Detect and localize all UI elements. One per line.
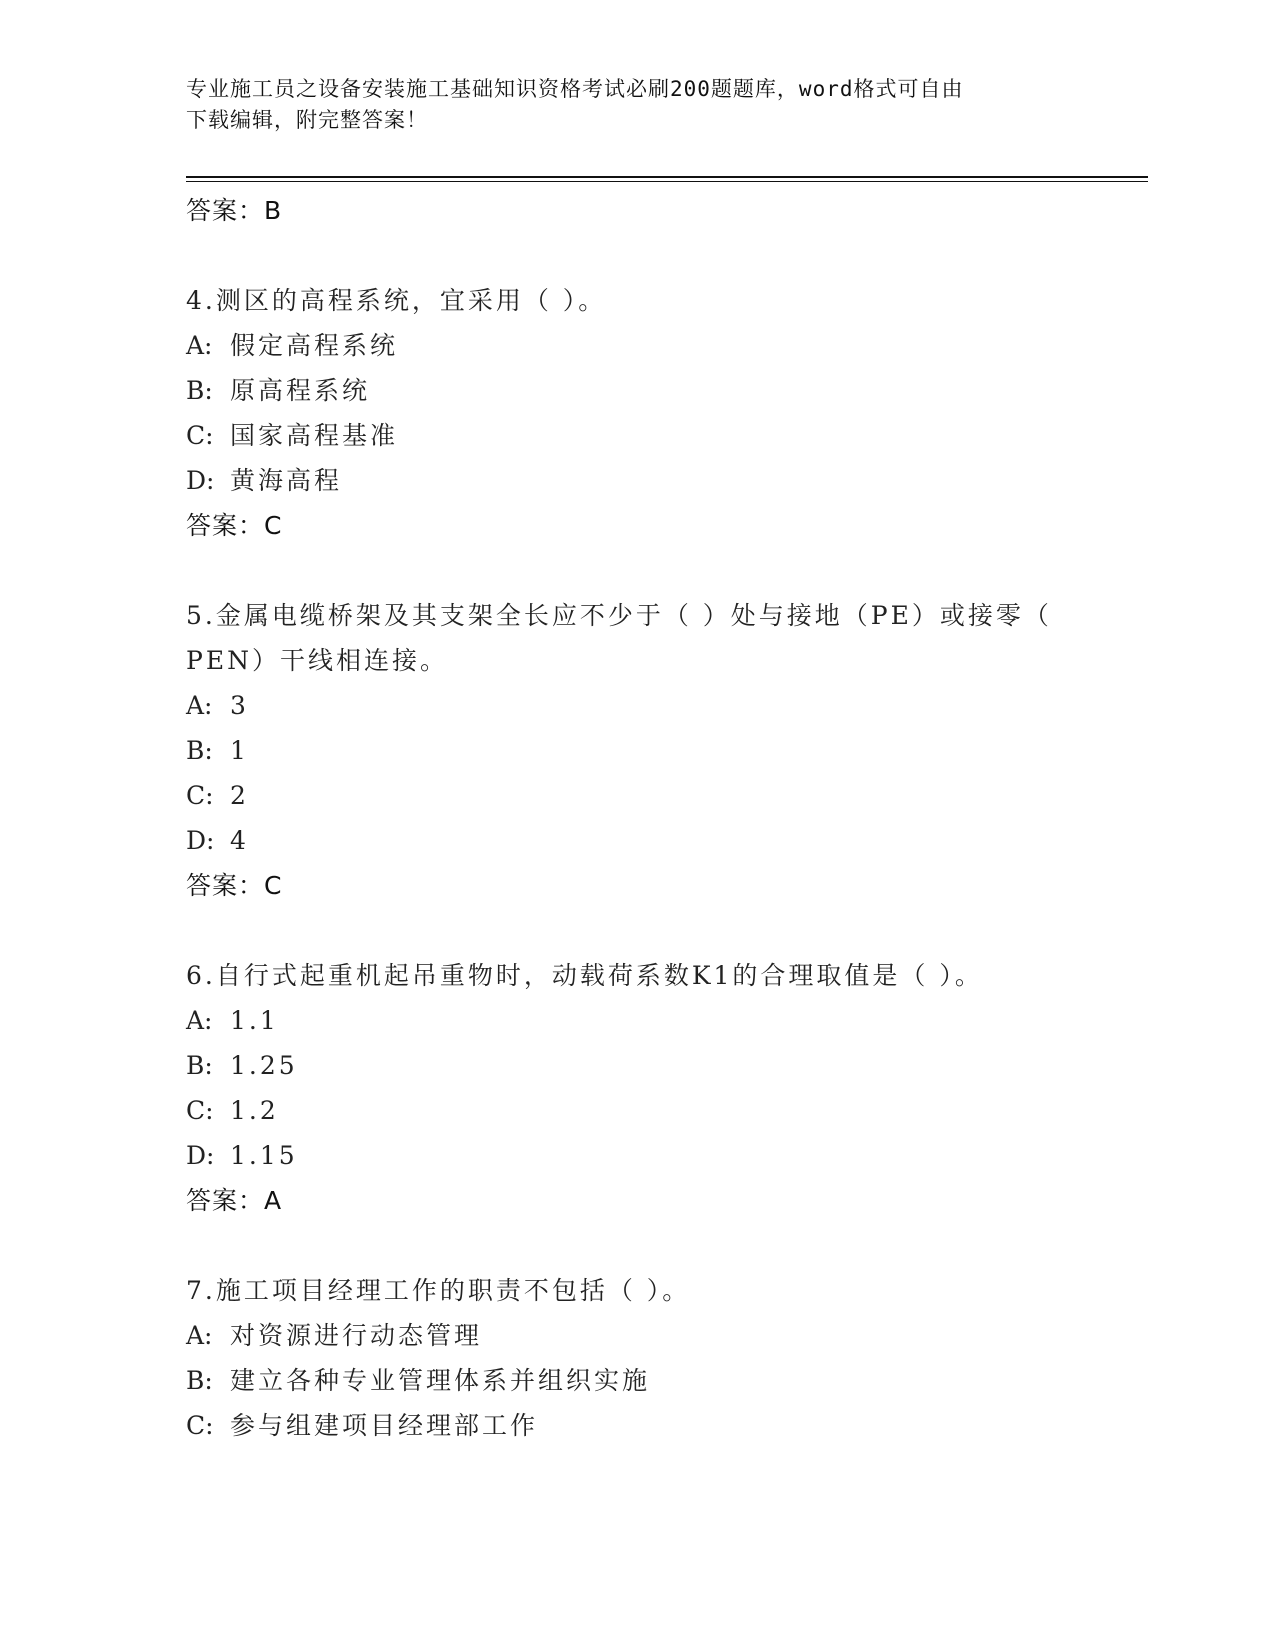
option-label: B: bbox=[186, 1051, 213, 1080]
question-stem: 4.测区的高程系统，宜采用（ ）。 bbox=[186, 286, 607, 315]
answer-line: 答案：C bbox=[186, 511, 283, 540]
option-b bbox=[186, 1043, 1106, 1088]
option-label: D: bbox=[186, 826, 215, 855]
option-c bbox=[186, 1088, 1106, 1133]
option-d bbox=[186, 458, 1106, 503]
option-b bbox=[186, 1358, 1106, 1403]
option-text: 黄海高程 bbox=[230, 466, 343, 495]
option-label: A: bbox=[186, 1321, 213, 1350]
option-label: B: bbox=[186, 736, 213, 765]
option-d bbox=[186, 818, 1106, 863]
option-text: 2 bbox=[230, 781, 249, 810]
option-label: C: bbox=[186, 1411, 214, 1440]
option-text: 原高程系统 bbox=[230, 376, 371, 405]
header-line-2: 下载编辑，附完整答案！ bbox=[186, 108, 428, 132]
option-text: 1.2 bbox=[230, 1096, 279, 1125]
option-text: 对资源进行动态管理 bbox=[230, 1321, 483, 1350]
question-6 bbox=[186, 953, 1106, 1223]
option-label: C: bbox=[186, 781, 214, 810]
option-label: C: bbox=[186, 421, 214, 450]
option-label: A: bbox=[186, 331, 213, 360]
question-4 bbox=[186, 278, 1106, 548]
option-c bbox=[186, 1403, 1106, 1448]
page-header bbox=[186, 74, 1066, 136]
option-text: 1 bbox=[230, 736, 249, 765]
option-a bbox=[186, 1313, 1106, 1358]
option-text: 1.1 bbox=[230, 1006, 279, 1035]
option-text: 4 bbox=[230, 826, 249, 855]
option-b bbox=[186, 728, 1106, 773]
option-a bbox=[186, 683, 1106, 728]
answer-line: 答案：A bbox=[186, 1186, 283, 1215]
question-5 bbox=[186, 593, 1106, 908]
question-7 bbox=[186, 1268, 1106, 1448]
option-label: D: bbox=[186, 466, 215, 495]
option-b bbox=[186, 368, 1106, 413]
option-text: 假定高程系统 bbox=[230, 331, 399, 360]
header-line-1: 专业施工员之设备安装施工基础知识资格考试必刷200题题库，word格式可自由 bbox=[186, 77, 964, 101]
option-d bbox=[186, 1133, 1106, 1178]
option-text: 3 bbox=[230, 691, 249, 720]
option-label: B: bbox=[186, 1366, 213, 1395]
option-label: D: bbox=[186, 1141, 215, 1170]
option-text: 1.15 bbox=[230, 1141, 298, 1170]
option-label: B: bbox=[186, 376, 213, 405]
header-rule-thin bbox=[186, 181, 1148, 182]
question-list bbox=[186, 188, 1106, 1448]
answer-line: 答案：B bbox=[186, 196, 283, 225]
option-text: 参与组建项目经理部工作 bbox=[230, 1411, 539, 1440]
option-a bbox=[186, 323, 1106, 368]
header-rule-thick bbox=[186, 176, 1148, 178]
option-a bbox=[186, 998, 1106, 1043]
question-stem: 7.施工项目经理工作的职责不包括（ ）。 bbox=[186, 1276, 691, 1305]
question-stem-line-2: PEN）干线相连接。 bbox=[186, 646, 448, 675]
option-label: C: bbox=[186, 1096, 214, 1125]
option-c bbox=[186, 773, 1106, 818]
question-stem-line-1: 5.金属电缆桥架及其支架全长应不少于（ ）处与接地（PE）或接零（ bbox=[186, 601, 1052, 630]
answer-line: 答案：C bbox=[186, 871, 283, 900]
option-label: A: bbox=[186, 1006, 213, 1035]
option-text: 建立各种专业管理体系并组织实施 bbox=[230, 1366, 651, 1395]
option-text: 1.25 bbox=[230, 1051, 298, 1080]
question-stem: 6.自行式起重机起吊重物时，动载荷系数K1的合理取值是（ ）。 bbox=[186, 961, 983, 990]
option-label: A: bbox=[186, 691, 213, 720]
option-text: 国家高程基准 bbox=[230, 421, 399, 450]
option-c bbox=[186, 413, 1106, 458]
